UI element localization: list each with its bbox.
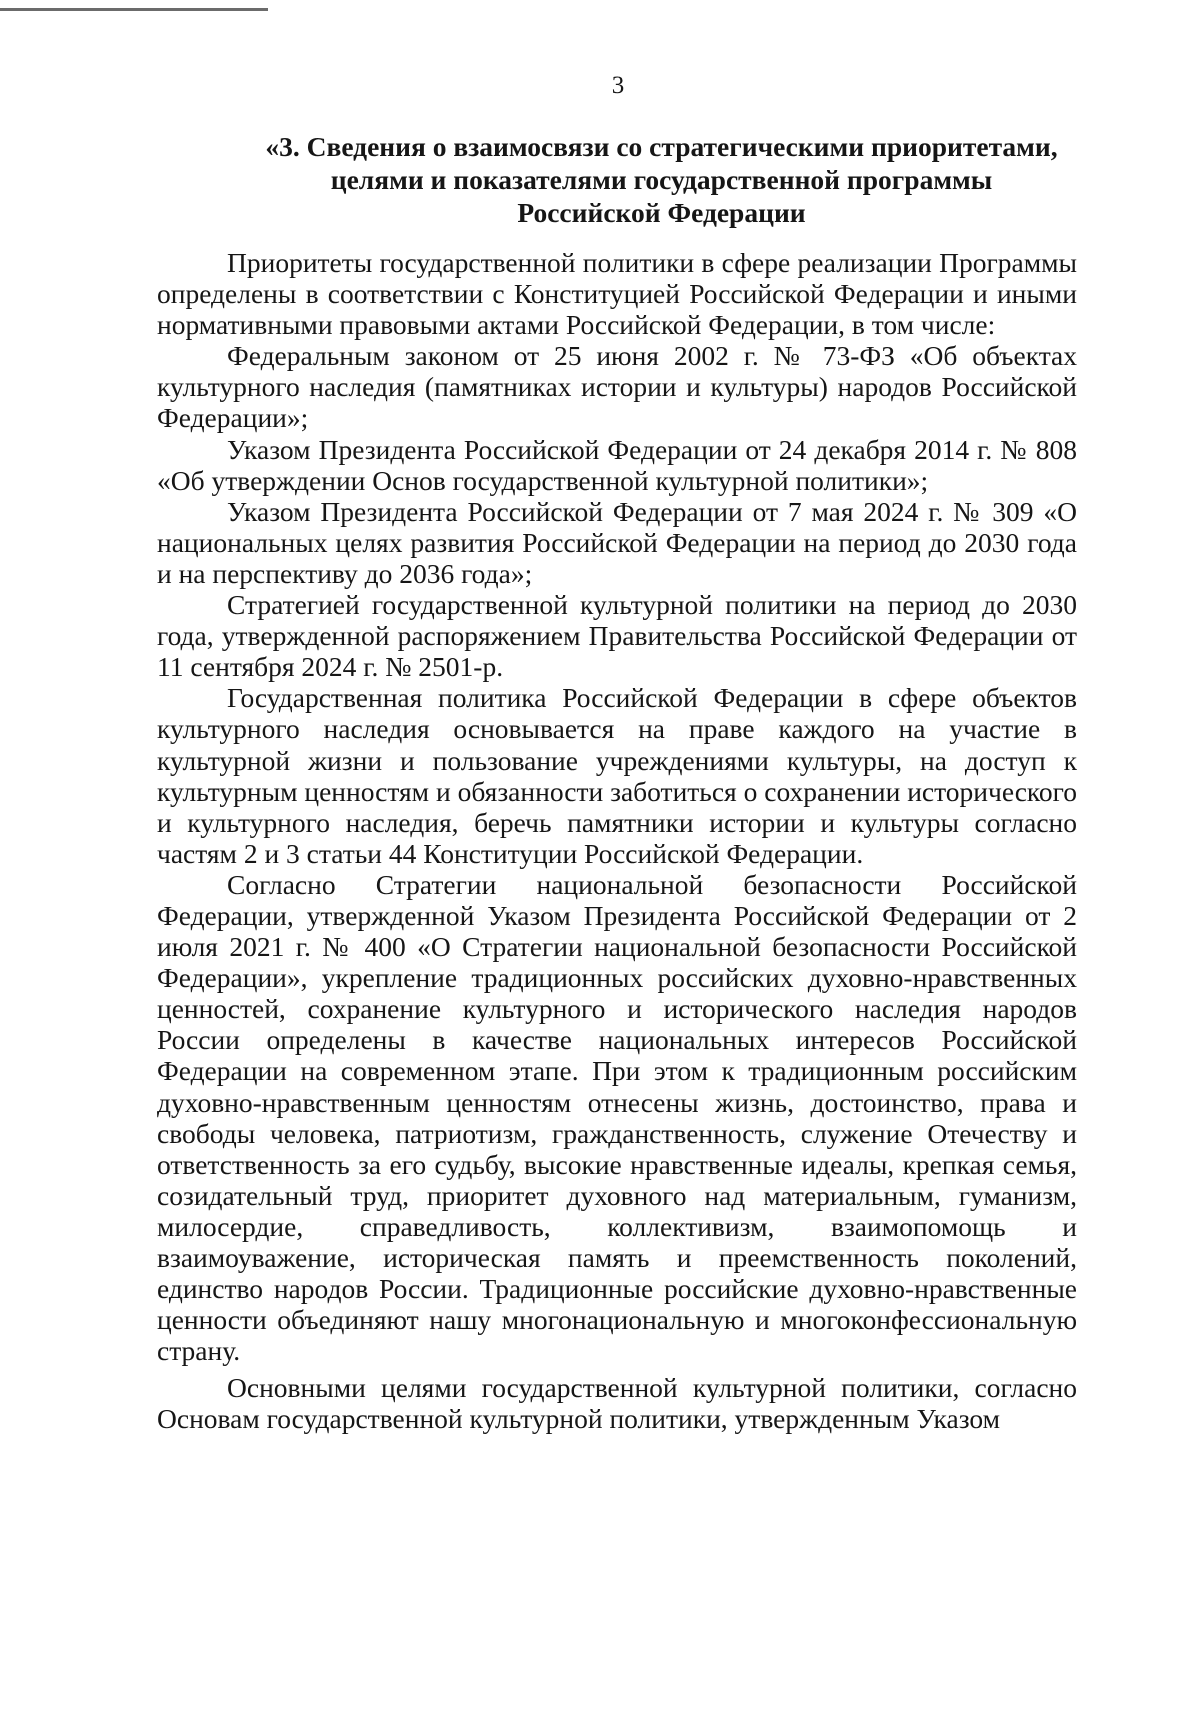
paragraph-decree-309: Указом Президента Российской Федерации от 7 мая 2024 г. № 309 «О национальных целях развития Российской Федерации на период до 2030 года и на перспективу до 2036 года»;: [157, 495, 1077, 589]
paragraph-main-goals: Основными целями государственной культурной политики, согласно Основам государственной культурной политики, утвержденным Указом: [157, 1372, 1077, 1435]
paragraph-state-policy: Государственная политика Российской Федерации в сфере объектов культурного наследия основывается на праве каждого на участие в культурной жизни и пользование учреждениями культуры, на доступ к культурным ценностям и обязанности заботиться о сохранении исторического и культурного наследия, беречь памятники истории и культуры согласно частям 2 и 3 статьи 44 Конституции Российской Федерации.: [157, 682, 1077, 869]
heading-line-1: «3. Сведения о взаимосвязи со стратегическими приоритетами,: [265, 131, 1058, 162]
paragraph-priorities: Приоритеты государственной политики в сфере реализации Программы определены в соответствии с Конституцией Российской Федерации и иными нормативными правовыми актами Российской Федерации, в том числе:: [157, 247, 1077, 341]
document-body: [157, 247, 1077, 1435]
section-heading: [215, 130, 1108, 229]
paragraph-security-strategy: Согласно Стратегии национальной безопасности Российской Федерации, утвержденной Указом Президента Российской Федерации от 2 июля 2021 г. № 400 «О Стратегии национальной безопасности Российской Федерации», укрепление традиционных российских духовно-нравственных ценностей, сохранение культурного и исторического наследия народов России определены в качестве национальных интересов Российской Федерации на современном этапе. При этом к традиционным российским духовно-нравственным ценностям отнесены жизнь, достоинство, права и свободы человека, патриотизм, гражданственность, служение Отечеству и ответственность за его судьбу, высокие нравственные идеалы, крепкая семья, созидательный труд, приоритет духовного над материальным, гуманизм, милосердие, справедливость, коллективизм, взаимопомощь и взаимоуважение, историческая память и преемственность поколений, единство народов России. Традиционные российские духовно-нравственные ценности объединяют нашу многонациональную и многоконфессиональную страну.: [157, 868, 1077, 1367]
scan-edge-mark: [0, 8, 268, 11]
heading-line-3: Российской Федерации: [517, 197, 806, 228]
heading-line-2: целями и показателями государственной программы: [330, 164, 993, 195]
page-number: 3: [611, 72, 625, 99]
paragraph-federal-law: Федеральным законом от 25 июня 2002 г. № 73-ФЗ «Об объектах культурного наследия (памятниках истории и культуры) народов Российской Федерации»;: [157, 340, 1077, 434]
paragraph-cultural-strategy: Стратегией государственной культурной политики на период до 2030 года, утвержденной распоряжением Правительства Российской Федерации от 11 сентября 2024 г. № 2501-р.: [157, 589, 1077, 683]
paragraph-decree-808: Указом Президента Российской Федерации от 24 декабря 2014 г. № 808 «Об утверждении Основ государственной культурной политики»;: [157, 433, 1077, 496]
